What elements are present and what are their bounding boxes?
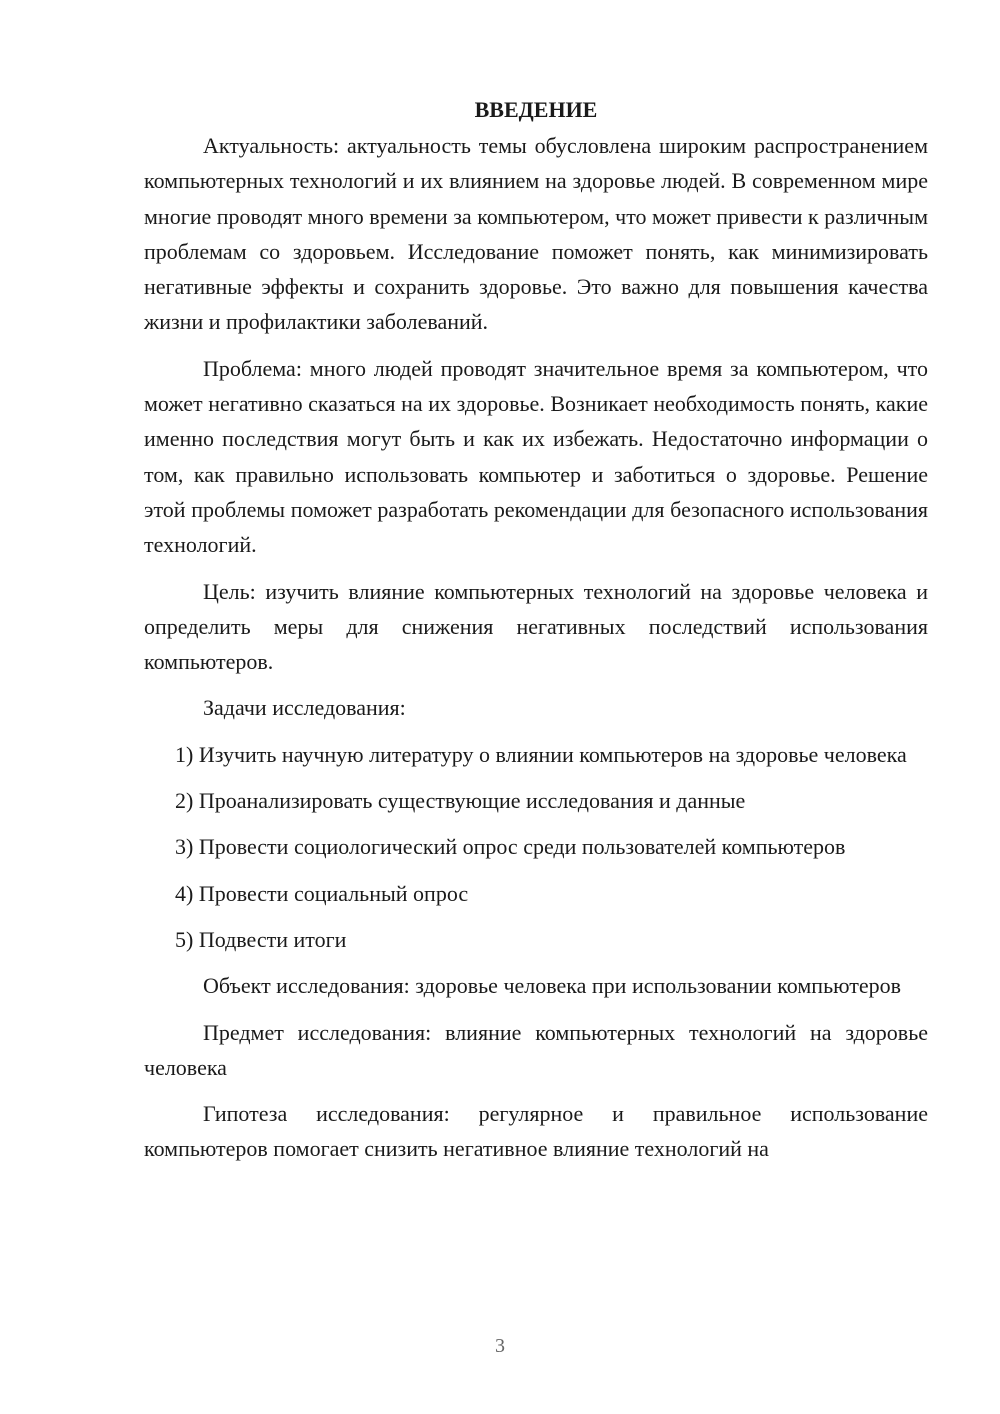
page-number: 3 — [495, 1335, 505, 1357]
tasks-heading: Задачи исследования: — [203, 695, 406, 721]
task-item-4: 4) Провести социальный опрос — [175, 880, 469, 906]
problem-paragraph: Проблема: много людей проводят значительное время за компьютером, что может негативно сказаться на их здоровье. Возникает необходимость понять, какие именно последствия могут быть и как их избежать. Недостаточно информации о том, как правильно использовать компьютер и заботиться о здоровье. Решение этой проблемы поможет разработать рекомендации для безопасного использования технологий. — [144, 355, 928, 558]
goal-paragraph: Цель: изучить влияние компьютерных технологий на здоровье человека и определить меры для снижения негативных последствий использования компьютеров. — [144, 578, 928, 675]
object-paragraph: Объект исследования: здоровье человека при использовании компьютеров — [203, 973, 902, 999]
task-item-5: 5) Подвести итоги — [175, 926, 347, 952]
task-item-1: 1) Изучить научную литературу о влиянии компьютеров на здоровье человека — [175, 741, 907, 767]
task-item-3: 3) Провести социологический опрос среди пользователей компьютеров — [175, 834, 846, 860]
section-title: ВВЕДЕНИЕ — [474, 97, 598, 122]
relevance-paragraph: Актуальность: актуальность темы обусловлена широким распространением компьютерных технологий и их влиянием на здоровье людей. В современном мире многие проводят много времени за компьютером, что может привести к различным проблемам со здоровьем. Исследование поможет понять, как минимизировать негативные эффекты и сохранить здоровье. Это важно для повышения качества жизни и профилактики заболеваний. — [144, 133, 928, 335]
subject-paragraph: Предмет исследования: влияние компьютерных технологий на здоровье человека — [144, 1019, 928, 1080]
task-item-2: 2) Проанализировать существующие исследования и данные — [175, 788, 746, 814]
page-content — [144, 92, 928, 1167]
hypothesis-paragraph: Гипотеза исследования: регулярное и правильное использование компьютеров помогает снизить негативное влияние технологий на — [144, 1101, 928, 1162]
